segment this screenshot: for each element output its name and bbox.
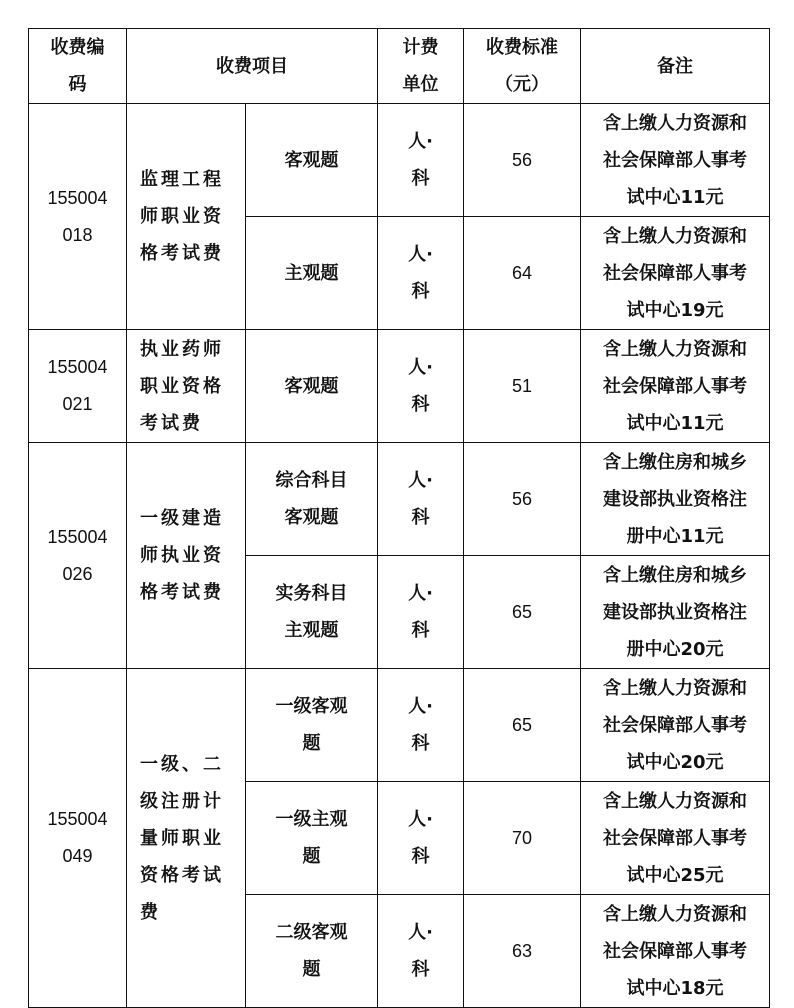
fee-note-cell: 含上缴人力资源和社会保障部人事考试中心25元: [581, 782, 770, 895]
fee-price-cell: 56: [464, 443, 581, 556]
fee-table: [28, 28, 770, 1008]
fee-subitem-cell: 实务科目主观题: [246, 556, 378, 669]
header-code: 收费编码: [29, 29, 127, 104]
fee-unit-cell: 人·科: [378, 330, 464, 443]
fee-note-cell: 含上缴人力资源和社会保障部人事考试中心20元: [581, 669, 770, 782]
fee-price-cell: 70: [464, 782, 581, 895]
fee-code-cell: 155004021: [29, 330, 127, 443]
fee-note-cell: 含上缴人力资源和社会保障部人事考试中心18元: [581, 895, 770, 1008]
fee-unit-cell: 人·科: [378, 217, 464, 330]
fee-unit-cell: 人·科: [378, 782, 464, 895]
fee-price-cell: 65: [464, 669, 581, 782]
header-standard: 收费标准（元）: [464, 29, 581, 104]
fee-subitem-cell: 二级客观题: [246, 895, 378, 1008]
fee-price-cell: 64: [464, 217, 581, 330]
fee-note-cell: 含上缴人力资源和社会保障部人事考试中心11元: [581, 104, 770, 217]
table-row: [29, 104, 770, 217]
header-unit: 计费单位: [378, 29, 464, 104]
fee-price-cell: 65: [464, 556, 581, 669]
fee-subitem-cell: 综合科目客观题: [246, 443, 378, 556]
fee-subitem-cell: 一级主观题: [246, 782, 378, 895]
fee-project-cell: 一级、二级注册计量师职业资格考试费: [127, 669, 246, 1008]
fee-code-cell: 155004049: [29, 669, 127, 1008]
fee-unit-cell: 人·科: [378, 104, 464, 217]
table-row: [29, 330, 770, 443]
table-row: [29, 669, 770, 782]
fee-project-cell: 监理工程师职业资格考试费: [127, 104, 246, 330]
fee-price-cell: 51: [464, 330, 581, 443]
fee-subitem-cell: 一级客观题: [246, 669, 378, 782]
fee-unit-cell: 人·科: [378, 443, 464, 556]
header-note: 备注: [581, 29, 770, 104]
header-row: [29, 29, 770, 104]
fee-code-cell: 155004018: [29, 104, 127, 330]
table-row: [29, 443, 770, 556]
fee-unit-cell: 人·科: [378, 895, 464, 1008]
fee-project-cell: 一级建造师执业资格考试费: [127, 443, 246, 669]
fee-note-cell: 含上缴人力资源和社会保障部人事考试中心19元: [581, 217, 770, 330]
fee-note-cell: 含上缴住房和城乡建设部执业资格注册中心11元: [581, 443, 770, 556]
fee-unit-cell: 人·科: [378, 556, 464, 669]
header-project: 收费项目: [127, 29, 378, 104]
fee-unit-cell: 人·科: [378, 669, 464, 782]
fee-subitem-cell: 客观题: [246, 104, 378, 217]
fee-code-cell: 155004026: [29, 443, 127, 669]
fee-subitem-cell: 主观题: [246, 217, 378, 330]
fee-note-cell: 含上缴住房和城乡建设部执业资格注册中心20元: [581, 556, 770, 669]
fee-price-cell: 63: [464, 895, 581, 1008]
fee-note-cell: 含上缴人力资源和社会保障部人事考试中心11元: [581, 330, 770, 443]
fee-subitem-cell: 客观题: [246, 330, 378, 443]
fee-project-cell: 执业药师职业资格考试费: [127, 330, 246, 443]
fee-price-cell: 56: [464, 104, 581, 217]
